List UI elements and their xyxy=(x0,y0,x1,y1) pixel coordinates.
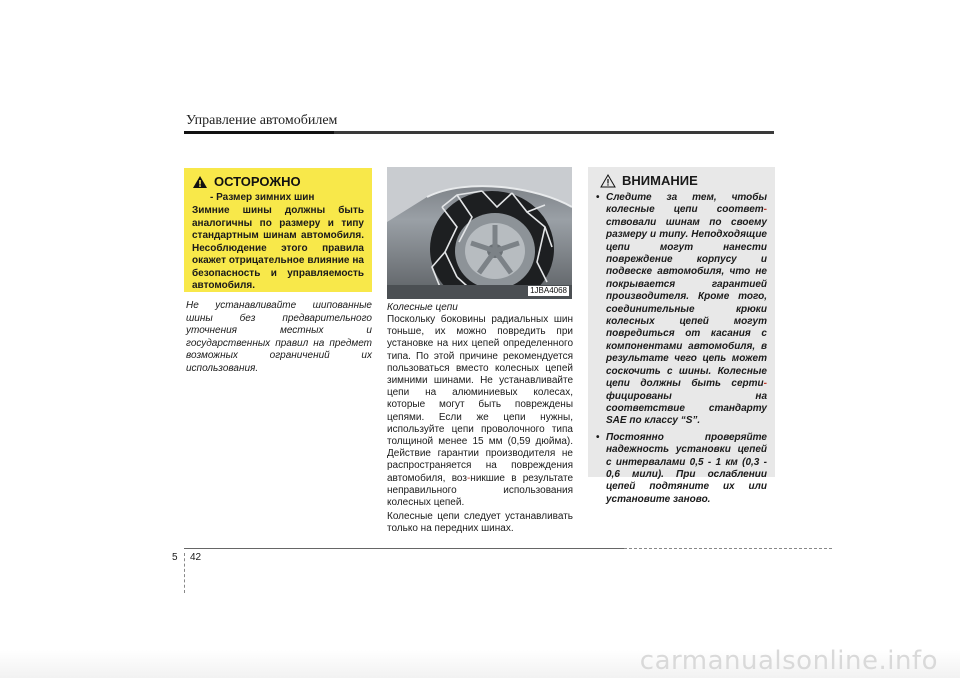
caution-triangle-icon xyxy=(600,174,616,188)
warning-title: ОСТОРОЖНО xyxy=(214,174,301,189)
watermark-text: carmanualsonline.info xyxy=(639,646,938,676)
chains-heading: Колесные цепи xyxy=(387,302,458,313)
warning-triangle-icon xyxy=(192,175,208,189)
hyphen-mark: - xyxy=(763,378,767,390)
caution-item-2: • Постоянно проверяйте надежность установки цепей с интервалами 0,5 - 1 км (0,3 - 0,6 мили). При ослаблении цепей подтяните их или установите заново. xyxy=(596,432,767,506)
warning-box xyxy=(184,168,372,292)
chains-paragraph-1-part-b: никшие в результате неправильного использования колесных цепей. xyxy=(387,472,574,509)
caution-item-1-part-b: ствовали шинам по своему размеру и типу. Неподходящие цепи могут нанести повреждение корпусу и подвеске автомобиля, что не покрывается гарантией производителя. Кроме того, соединительные крюки колесных цепей могут повредиться от касания с компонентами автомобиля, в результате чего цепь может соскочить с шины. Колесные цепи должны быть серти xyxy=(606,216,767,390)
caution-box xyxy=(588,167,775,505)
warning-subtitle: - Размер зимних шин xyxy=(210,192,315,203)
chains-paragraph-2: Колесные цепи следует устанавливать только на передних шинах. xyxy=(387,511,573,535)
caution-list xyxy=(596,192,767,506)
hyphen-mark: - xyxy=(763,204,767,216)
chains-paragraph-1 xyxy=(387,314,573,509)
wheel-with-chain-illustration xyxy=(387,167,572,299)
section-title: Управление автомобилем xyxy=(186,113,338,128)
footer-rule xyxy=(184,548,624,549)
hyphen-mark: - xyxy=(466,472,471,484)
page-number: 42 xyxy=(190,552,202,563)
caution-item-1 xyxy=(596,192,767,428)
chains-body xyxy=(387,314,573,538)
caution-header xyxy=(600,173,767,188)
warning-header xyxy=(192,174,364,189)
watermark-band xyxy=(0,646,960,678)
caution-item-1-part-c: фицированы на соответствие стандарту SAE по классу “S”. xyxy=(606,390,767,427)
tire-chain-photo xyxy=(387,167,572,299)
caution-title: ВНИМАНИЕ xyxy=(622,173,698,188)
chapter-number: 5 xyxy=(172,552,178,563)
title-rule-accent xyxy=(184,131,334,134)
footer-divider xyxy=(184,553,185,593)
studded-tires-note: Не устанавливайте шипованные шины без предварительного уточнения местных и государственных правил на предмет возможных ограничений их использования. xyxy=(186,300,372,374)
photo-code: 1JBA4068 xyxy=(530,286,567,295)
chains-paragraph-1-part-a: Поскольку боковины радиальных шин тоньше, их можно повредить при установке на них цепей определенного типа. По этой причине рекомендуется пользоваться вместо колесных цепей зимними шинами. Не устанавливайте цепи на алюминиевых колесах, которые могут быть повреждены цепями. Если же цепи нужны, используйте цепи проволочного типа толщиной менее 15 мм (0,59 дюйма). Действие гарантии производителя не распространяется на повреждения автомобиля, воз xyxy=(387,314,573,484)
caution-item-1-part-a: Следите за тем, чтобы колесные цепи соответ xyxy=(606,192,767,216)
warning-text: Зимние шины должны быть аналогичны по размеру и типу стандартным шинам автомобиля. Несоблюдение этого правила окажет отрицательное влияние на безопасность и управляемость автомобиля. xyxy=(192,205,364,291)
